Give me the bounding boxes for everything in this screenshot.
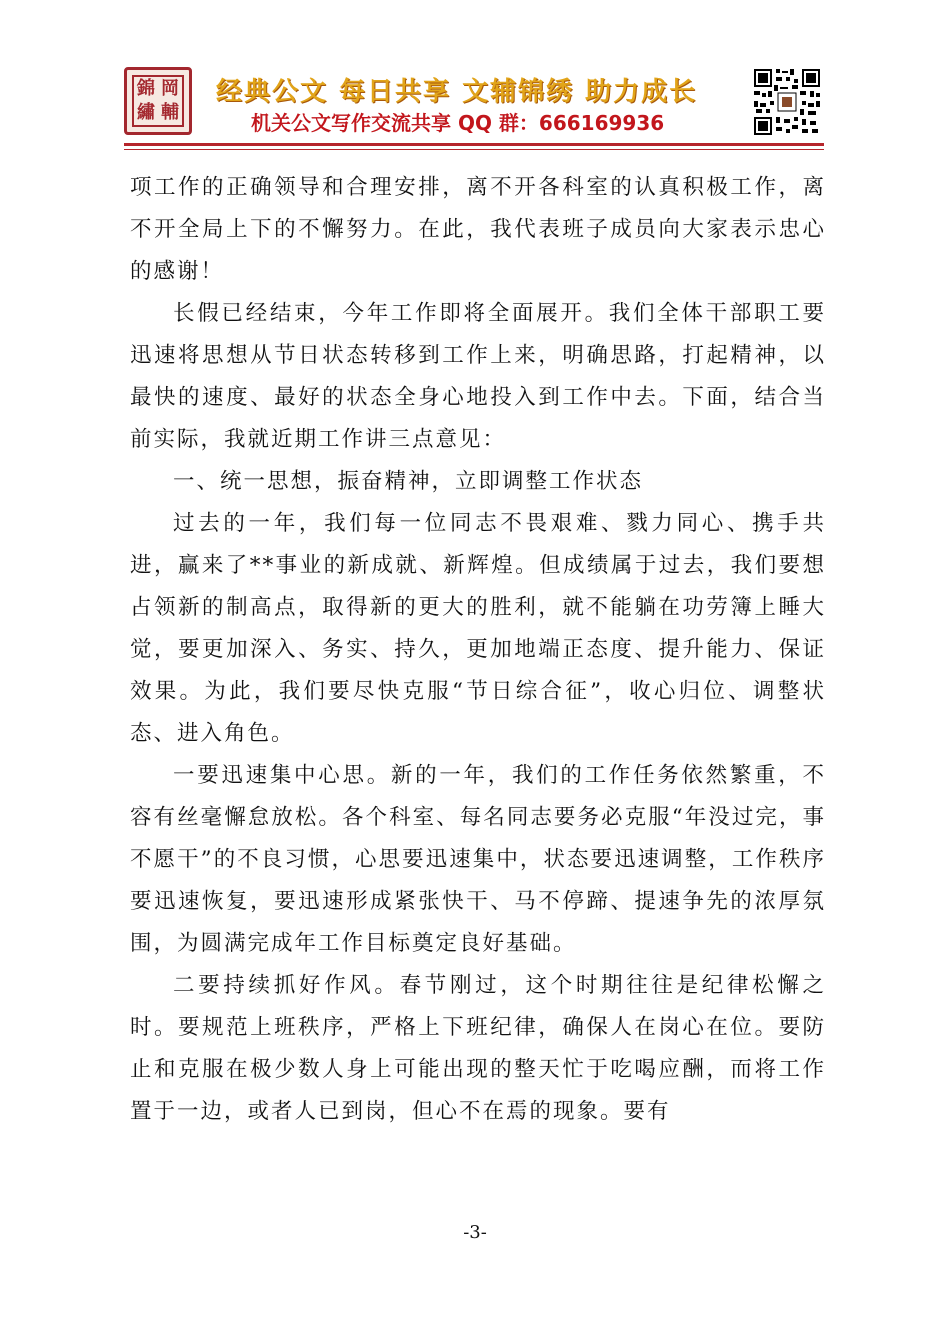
seal-logo-icon (124, 67, 192, 135)
header-qq-group: 机关公文写作交流共享 QQ 群：666169936 (251, 111, 665, 135)
section-heading: 一、统一思想，振奋精神，立即调整工作状态 (173, 469, 644, 494)
paragraph: 项工作的正确领导和合理安排，离不开各科室的认真积极工作，离不开全局上下的不懈努力。在此，我代表班子成员向大家表示忠心的感谢！ (130, 175, 826, 284)
qr-code-icon (752, 67, 822, 137)
logo-char: 繡 (137, 102, 155, 123)
paragraph: 二要持续抓好作风。春节刚过，这个时期往往是纪律松懈之时。要规范上班秩序，严格上下班纪律，确保人在岗心在位。要防止和克服在极少数人身上可能出现的整天忙于吃喝应酬，而将工作置于一边，或者人已到岗，但心不在焉的现象。要有 (130, 973, 826, 1124)
document-body (130, 167, 826, 1133)
paragraph: 过去的一年，我们每一位同志不畏艰难、戮力同心、携手共进，赢来了**事业的新成就、新辉煌。但成绩属于过去，我们要想占领新的制高点，取得新的更大的胜利，就不能躺在功劳簿上睡大觉，要更加深入、务实、持久，更加地端正态度、提升能力、保证效果。为此，我们要尽快克服“节日综合征”，收心归位、调整状态、进入角色。 (130, 511, 826, 746)
paragraph: 长假已经结束，今年工作即将全面展开。我们全体干部职工要迅速将思想从节日状态转移到工作上来，明确思路，打起精神，以最快的速度、最好的状态全身心地投入到工作中去。下面，结合当前实际，我就近期工作讲三点意见： (130, 301, 826, 452)
header-rule (124, 143, 824, 146)
logo-char: 錦 (137, 78, 155, 99)
document-header (0, 0, 950, 160)
header-rule-thin (124, 149, 824, 150)
logo-char: 輔 (161, 102, 179, 123)
page-number: -3- (463, 1222, 487, 1243)
header-slogan: 经典公文 每日共享 文辅锦绣 助力成长 (216, 77, 698, 107)
paragraph: 一要迅速集中心思。新的一年，我们的工作任务依然繁重，不容有丝毫懈怠放松。各个科室、每名同志要务必克服“年没过完，事不愿干”的不良习惯，心思要迅速集中，状态要迅速调整，工作秩序要迅速恢复，要迅速形成紧张快干、马不停蹄、提速争先的浓厚氛围，为圆满完成年工作目标奠定良好基础。 (130, 763, 826, 956)
logo-char: 岡 (161, 78, 179, 99)
